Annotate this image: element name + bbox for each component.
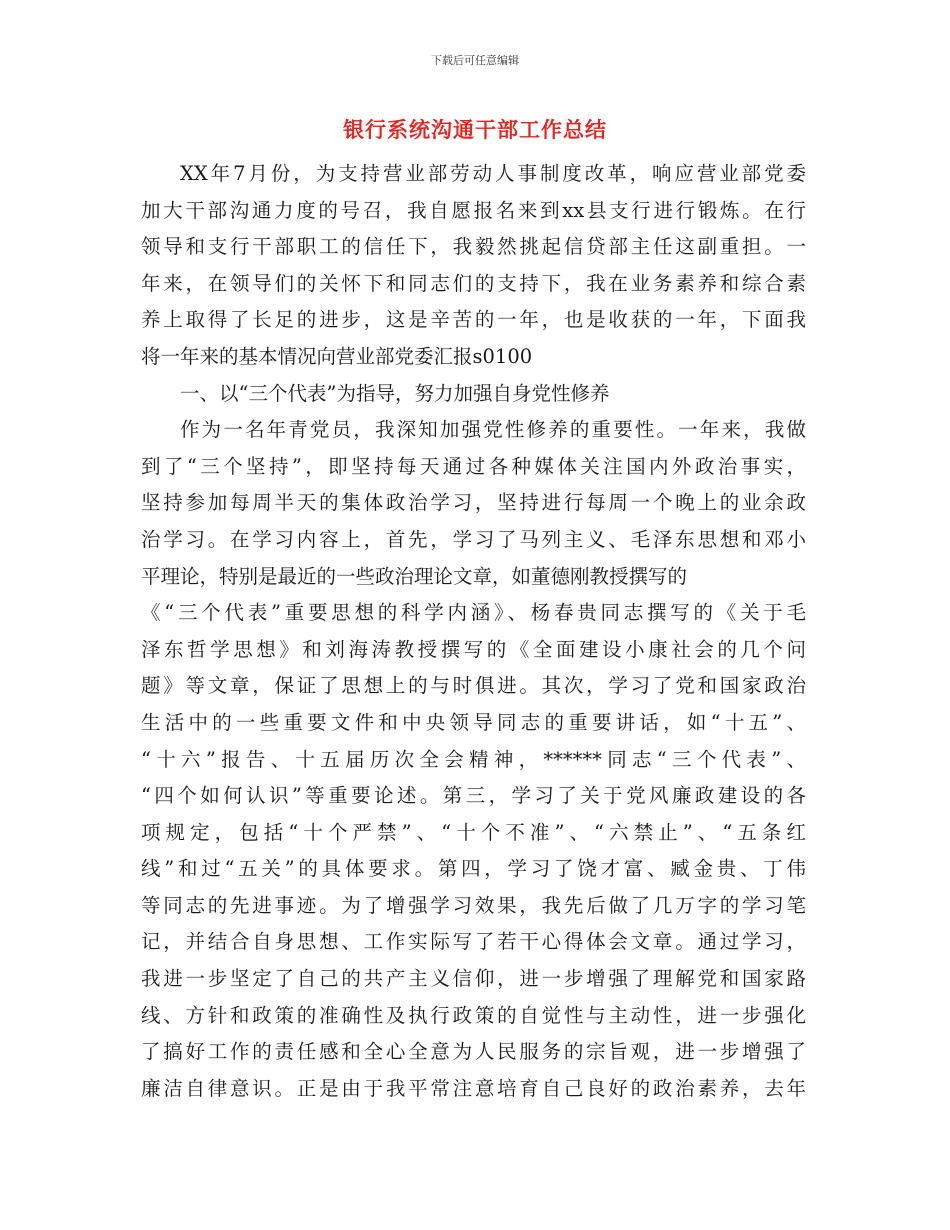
paragraph-line: 将一年来的基本情况向营业部党委汇报s0100	[141, 344, 533, 368]
document-body	[141, 156, 806, 1107]
paragraph-line: 题》等文章，保证了思想上的与时俱进。其次，学习了党和国家政治	[141, 674, 806, 698]
paragraph-line: 作为一名年青党员，我深知加强党性修养的重要性。一年来，我做	[180, 418, 806, 442]
paragraph-line: 平理论，特别是最近的一些政治理论文章，如董德刚教授撰写的	[141, 564, 688, 588]
paragraph-line: 领导和支行干部职工的信任下，我毅然挑起信贷部主任这副重担。一	[141, 235, 806, 259]
paragraph-line: 线、方针和政策的准确性及执行政策的自觉性与主动性，进一步强化	[141, 1003, 806, 1027]
document-title: 银行系统沟通干部工作总结	[343, 118, 607, 142]
paragraph-line: “十六”报告、十五届历次全会精神，******同志“三个代表”、	[141, 747, 806, 771]
section-heading: 一、以“三个代表”为指导，努力加强自身党性修养	[180, 381, 610, 405]
paragraph-line: 坚持参加每周半天的集体政治学习，坚持进行每周一个晚上的业余政	[141, 491, 806, 515]
paragraph-line: 年来，在领导们的关怀下和同志们的支持下，我在业务素养和综合素	[141, 271, 806, 295]
paragraph-line: 记，并结合自身思想、工作实际写了若干心得体会文章。通过学习，	[141, 930, 806, 954]
paragraph-line: 治学习。在学习内容上，首先，学习了马列主义、毛泽东思想和邓小	[141, 527, 806, 551]
paragraph-line: 廉洁自律意识。正是由于我平常注意培育自己良好的政治素养，去年	[141, 1076, 806, 1100]
paragraph-line: 加大干部沟通力度的号召，我自愿报名来到xx县支行进行锻炼。在行	[141, 198, 806, 222]
paragraph-line: 到了“三个坚持”，即坚持每天通过各种媒体关注国内外政治事实，	[141, 454, 806, 478]
paragraph-line: “四个如何认识”等重要论述。第三，学习了关于党风廉政建设的各	[141, 784, 806, 808]
paragraph-line: 泽东哲学思想》和刘海涛教授撰写的《全面建设小康社会的几个问	[141, 637, 806, 661]
paragraph-line: 我进一步坚定了自己的共产主义信仰，进一步增强了理解党和国家路	[141, 967, 806, 991]
paragraph-line: 生活中的一些重要文件和中央领导同志的重要讲话，如“十五”、	[141, 710, 806, 734]
paragraph-line: 养上取得了长足的进步，这是辛苦的一年，也是收获的一年，下面我	[141, 308, 806, 332]
header-note: 下载后可任意编辑	[431, 54, 519, 67]
paragraph-line: 项规定，包括“十个严禁”、“十个不准”、“六禁止”、“五条红	[141, 820, 806, 844]
paragraph-line: 《“三个代表”重要思想的科学内涵》、杨春贵同志撰写的《关于毛	[141, 601, 806, 625]
paragraph-line: XX年7月份，为支持营业部劳动人事制度改革，响应营业部党委	[180, 162, 806, 185]
paragraph-line: 了搞好工作的责任感和全心全意为人民服务的宗旨观，进一步增强了	[141, 1040, 806, 1064]
paragraph-line: 线”和过“五关”的具体要求。第四，学习了饶才富、臧金贵、丁伟	[141, 857, 806, 881]
paragraph-line: 等同志的先进事迹。为了增强学习效果，我先后做了几万字的学习笔	[141, 893, 806, 917]
